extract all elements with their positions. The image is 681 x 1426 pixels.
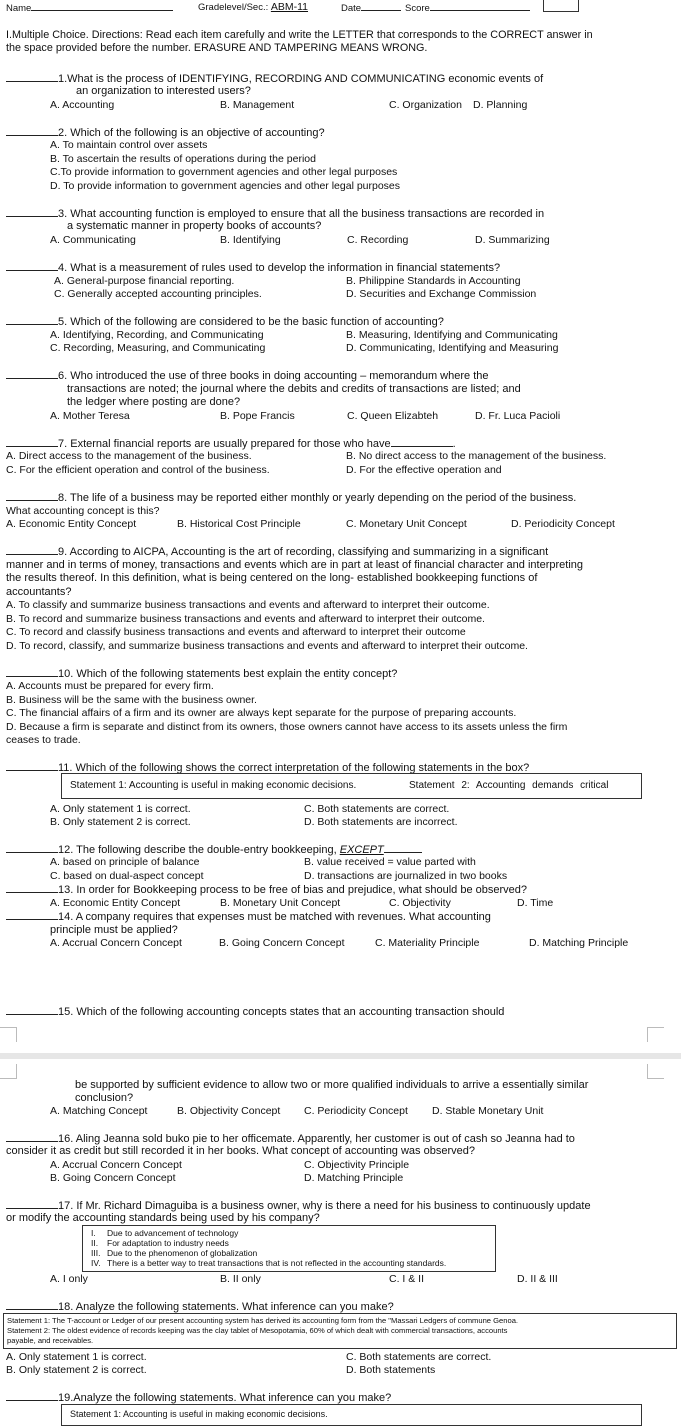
question-6-line2: transactions are noted; the journal where the debits and credits of transactions are listed; and: [67, 383, 521, 395]
answer-blank[interactable]: [6, 207, 58, 217]
question-15-line2: be supported by sufficient evidence to allow two or more qualified individuals to arrive a essentially similar: [75, 1079, 589, 1091]
instructions-line1: I.Multiple Choice. Directions: Read each item carefully and write the LETTER that corresponds to the CORRECT answer in: [6, 29, 593, 41]
q14-option-a: A. Accrual Concern Concept: [50, 937, 182, 949]
answer-blank[interactable]: [6, 843, 58, 853]
q6-option-a: A. Mother Teresa: [50, 410, 130, 422]
q14-option-d: D. Matching Principle: [529, 937, 629, 949]
q10-option-c: C. The financial affairs of a firm and its owner are always kept separate for the purpose of preparing accounts.: [6, 707, 517, 719]
question-15: 15. Which of the following accounting concepts states that an accounting transaction should: [6, 1005, 504, 1018]
question-17: 17. If Mr. Richard Dimaguiba is a business owner, why is there a need for his business to continuously update: [6, 1199, 591, 1212]
q8-option-c: C. Monetary Unit Concept: [346, 518, 467, 530]
q16-option-d: D. Matching Principle: [304, 1172, 404, 1184]
question-8-line2: What accounting concept is this?: [6, 505, 160, 517]
answer-blank[interactable]: [6, 491, 58, 501]
date-label: Date: [341, 1, 401, 15]
grade-label: Gradelevel/Sec.: ABM-11: [198, 1, 309, 13]
q11-option-d: D. Both statements are incorrect.: [304, 816, 458, 828]
q4-option-d: D. Securities and Exchange Commission: [346, 288, 537, 300]
page-corner: [0, 1027, 17, 1042]
reason-1: I. Due to advancement of technology: [91, 1228, 239, 1238]
question-17-line2: or modify the accounting standards being used by his company?: [6, 1212, 320, 1224]
q4-option-a: A. General-purpose financial reporting.: [54, 275, 235, 287]
q10-option-a: A. Accounts must be prepared for every firm.: [6, 680, 214, 692]
question-9: 9. According to AICPA, Accounting is the art of recording, classifying and summarizing in a significant: [6, 545, 548, 558]
q4-option-b: B. Philippine Standards in Accounting: [346, 275, 521, 287]
q18-option-d: D. Both statements: [346, 1364, 436, 1376]
statements-box-18: [3, 1313, 677, 1349]
q6-option-d: D. Fr. Luca Pacioli: [475, 410, 561, 422]
statement-18-3: payable, and receivables.: [7, 1336, 94, 1345]
statements-box-19: [61, 1404, 642, 1426]
q2-option-a: A. To maintain control over assets: [50, 139, 208, 151]
reason-2: II. For adaptation to industry needs: [91, 1238, 229, 1248]
q14-option-c: C. Materiality Principle: [375, 937, 480, 949]
q1-option-c: C. Organization: [389, 99, 462, 111]
q7-option-c: C. For the efficient operation and control of the business.: [6, 464, 270, 476]
q1-option-d: D. Planning: [473, 99, 528, 111]
q13-option-c: C. Objectivity: [389, 897, 451, 909]
q17-option-c: C. I & II: [389, 1273, 425, 1285]
question-12: 12. The following describe the double-entry bookkeeping, EXCEPT: [6, 843, 422, 856]
answer-blank[interactable]: [6, 261, 58, 271]
q18-option-a: A. Only statement 1 is correct.: [6, 1351, 147, 1363]
answer-blank[interactable]: [6, 1005, 58, 1015]
question-13: 13. In order for Bookkeeping process to be free of bias and prejudice, what should be observed?: [6, 883, 527, 896]
q17-option-d: D. II & III: [517, 1273, 558, 1285]
answer-blank[interactable]: [6, 883, 58, 893]
question-4: 4. What is a measurement of rules used to develop the information in financial statements?: [6, 261, 500, 274]
page-corner: [647, 1027, 664, 1042]
statement-18-1: Statement 1: The T-account or Ledger of our present accounting system has derived its accounting form from the "Massari Ledgers of commune Genoa.: [7, 1316, 519, 1325]
answer-blank[interactable]: [6, 545, 58, 555]
question-18: 18. Analyze the following statements. What inference can you make?: [6, 1300, 394, 1313]
q15-option-b: B. Objectivity Concept: [177, 1105, 281, 1117]
question-3: 3. What accounting function is employed to ensure that all the business transactions are recorded in: [6, 207, 544, 220]
page-separator: [0, 1053, 681, 1059]
instructions-line2: the space provided before the number. ERASURE AND TAMPERING MEANS WRONG.: [6, 42, 428, 54]
q18-option-b: B. Only statement 2 is correct.: [6, 1364, 147, 1376]
answer-blank[interactable]: [6, 315, 58, 325]
answer-blank[interactable]: [6, 910, 58, 920]
page-corner: [647, 1064, 664, 1079]
q11-option-a: A. Only statement 1 is correct.: [50, 803, 191, 815]
q15-option-a: A. Matching Concept: [50, 1105, 148, 1117]
question-1-line2: an organization to interested users?: [76, 85, 251, 97]
answer-blank[interactable]: [6, 126, 58, 136]
answer-blank[interactable]: [6, 1132, 58, 1142]
question-9-line3: the results thereof. In this definition, what is being centered on the long- established bookkeeping functions of: [6, 572, 538, 584]
q7-option-b: B. No direct access to the management of the business.: [346, 450, 607, 462]
answer-blank[interactable]: [6, 1391, 58, 1401]
q10-option-d: D. Because a firm is separate and distinct from its owners, those owners cannot have access to its assets unless the firm: [6, 721, 568, 733]
fill-blank[interactable]: [391, 437, 453, 447]
question-16: 16. Aling Jeanna sold buko pie to her officemate. Apparently, her customer is out of cash so Jeanna had to: [6, 1132, 575, 1145]
answer-blank[interactable]: [6, 72, 58, 82]
question-7: 7. External financial reports are usually prepared for those who have .: [6, 437, 456, 450]
q6-option-c: C. Queen Elizabteh: [347, 410, 439, 422]
q13-option-b: B. Monetary Unit Concept: [220, 897, 341, 909]
q4-option-c: C. Generally accepted accounting principles.: [54, 288, 262, 300]
page-corner: [0, 1064, 17, 1079]
section-value: ABM-11: [270, 1, 309, 13]
question-10: 10. Which of the following statements best explain the entity concept?: [6, 667, 397, 680]
name-label: Name: [6, 1, 173, 15]
score-box[interactable]: [543, 0, 579, 12]
question-15-line3: conclusion?: [75, 1092, 134, 1104]
q8-option-d: D. Periodicity Concept: [511, 518, 615, 530]
statement-2: Statement 2: Accounting demands critical: [409, 780, 609, 791]
q17-option-a: A. I only: [50, 1273, 88, 1285]
answer-blank[interactable]: [6, 1300, 58, 1310]
answer-blank[interactable]: [6, 437, 58, 447]
q15-option-d: D. Stable Monetary Unit: [432, 1105, 544, 1117]
question-5: 5. Which of the following are considered to be the basic function of accounting?: [6, 315, 444, 328]
q7-option-d: D. For the effective operation and: [346, 464, 502, 476]
answer-blank[interactable]: [6, 667, 58, 677]
question-9-line4: accountants?: [6, 586, 72, 598]
statement-1: Statement 1: Accounting is useful in making economic decisions.: [70, 780, 357, 791]
q15-option-c: C. Periodicity Concept: [304, 1105, 408, 1117]
q7-option-a: A. Direct access to the management of the business.: [6, 450, 252, 462]
q5-option-b: B. Measuring, Identifying and Communicating: [346, 329, 558, 341]
question-6: 6. Who introduced the use of three books in doing accounting – memorandum where the: [6, 369, 488, 382]
q11-option-b: B. Only statement 2 is correct.: [50, 816, 191, 828]
q8-option-a: A. Economic Entity Concept: [6, 518, 137, 530]
q13-option-d: D. Time: [517, 897, 554, 909]
q3-option-b: B. Identifying: [220, 234, 281, 246]
q11-option-c: C. Both statements are correct.: [304, 803, 450, 815]
question-11: 11. Which of the following shows the correct interpretation of the following statements in the box?: [6, 761, 529, 774]
q2-option-b: B. To ascertain the results of operations during the period: [50, 153, 316, 165]
q5-option-a: A. Identifying, Recording, and Communicating: [50, 329, 264, 341]
q10-option-d-cont: ceases to trade.: [6, 734, 81, 746]
question-8: 8. The life of a business may be reported either monthly or yearly depending on the period of the business.: [6, 491, 576, 504]
q18-option-c: C. Both statements are correct.: [346, 1351, 492, 1363]
q3-option-c: C. Recording: [347, 234, 409, 246]
question-1: 1.What is the process of IDENTIFYING, RECORDING AND COMMUNICATING economic events of: [6, 72, 543, 85]
q3-option-d: D. Summarizing: [475, 234, 550, 246]
question-6-line3: the ledger where posting are done?: [67, 396, 241, 408]
answer-blank[interactable]: [6, 369, 58, 379]
q16-option-c: C. Objectivity Principle: [304, 1159, 410, 1171]
reasons-box: [82, 1225, 496, 1272]
question-16-line2: consider it as credit but still recorded it in her books. What concept of accounting was observed?: [6, 1145, 475, 1157]
question-14: 14. A company requires that expenses must be matched with revenues. What accounting: [6, 910, 491, 923]
q9-option-c: C. To record and classify business transactions and events and afterward to interpret their outcome: [6, 626, 466, 638]
question-2: 2. Which of the following is an objective of accounting?: [6, 126, 325, 139]
statement-19-1: Statement 1: Accounting is useful in making economic decisions.: [70, 1409, 328, 1419]
q5-option-c: C. Recording, Measuring, and Communicating: [50, 342, 266, 354]
q5-option-d: D. Communicating, Identifying and Measuring: [346, 342, 559, 354]
q12-option-d: D. transactions are journalized in two books: [304, 870, 508, 882]
q1-option-a: A. Accounting: [50, 99, 115, 111]
q12-option-b: B. value received = value parted with: [304, 856, 476, 868]
q9-option-b: B. To record and summarize business transactions and events and afterward to interpret their outcome.: [6, 613, 485, 625]
question-9-line2: manner and in terms of money, transactions and events which are in part at least of financial character and interpreting: [6, 559, 583, 571]
q10-option-b: B. Business will be the same with the business owner.: [6, 694, 257, 706]
answer-blank[interactable]: [6, 761, 58, 771]
q1-option-b: B. Management: [220, 99, 295, 111]
statement-18-2: Statement 2: The oldest evidence of records keeping was the clay tablet of Mesopotamia, 60% of which dealt with commercial transactions, accounts: [7, 1326, 508, 1335]
statements-box: [61, 773, 642, 799]
q9-option-a: A. To classify and summarize business transactions and events and afterward to interpret their outcome.: [6, 599, 490, 611]
question-19: 19.Analyze the following statements. What inference can you make?: [6, 1391, 391, 1404]
q3-option-a: A. Communicating: [50, 234, 136, 246]
q6-option-b: B. Pope Francis: [220, 410, 295, 422]
q2-option-c: C.To provide information to government agencies and other legal purposes: [50, 166, 398, 178]
q16-option-b: B. Going Concern Concept: [50, 1172, 176, 1184]
score-label: Score: [405, 1, 530, 15]
question-3-line2: a systematic manner in property books of accounts?: [67, 220, 322, 232]
q2-option-d: D. To provide information to government agencies and other legal purposes: [50, 180, 401, 192]
reason-4: IV. There is a better way to treat transactions that is not reflected in the accounting standards.: [91, 1258, 447, 1268]
reason-3: III. Due to the phenomenon of globalization: [91, 1248, 258, 1258]
q14-option-b: B. Going Concern Concept: [219, 937, 345, 949]
question-14-line2: principle must be applied?: [50, 924, 178, 936]
q12-option-a: A. based on principle of balance: [50, 856, 200, 868]
q8-option-b: B. Historical Cost Principle: [177, 518, 301, 530]
q9-option-d: D. To record, classify, and summarize business transactions and events and afterward to interpret their outcome.: [6, 640, 528, 652]
q17-option-b: B. II only: [220, 1273, 261, 1285]
answer-blank[interactable]: [6, 1199, 58, 1209]
q12-option-c: C. based on dual-aspect concept: [50, 870, 204, 882]
q16-option-a: A. Accrual Concern Concept: [50, 1159, 182, 1171]
q13-option-a: A. Economic Entity Concept: [50, 897, 181, 909]
